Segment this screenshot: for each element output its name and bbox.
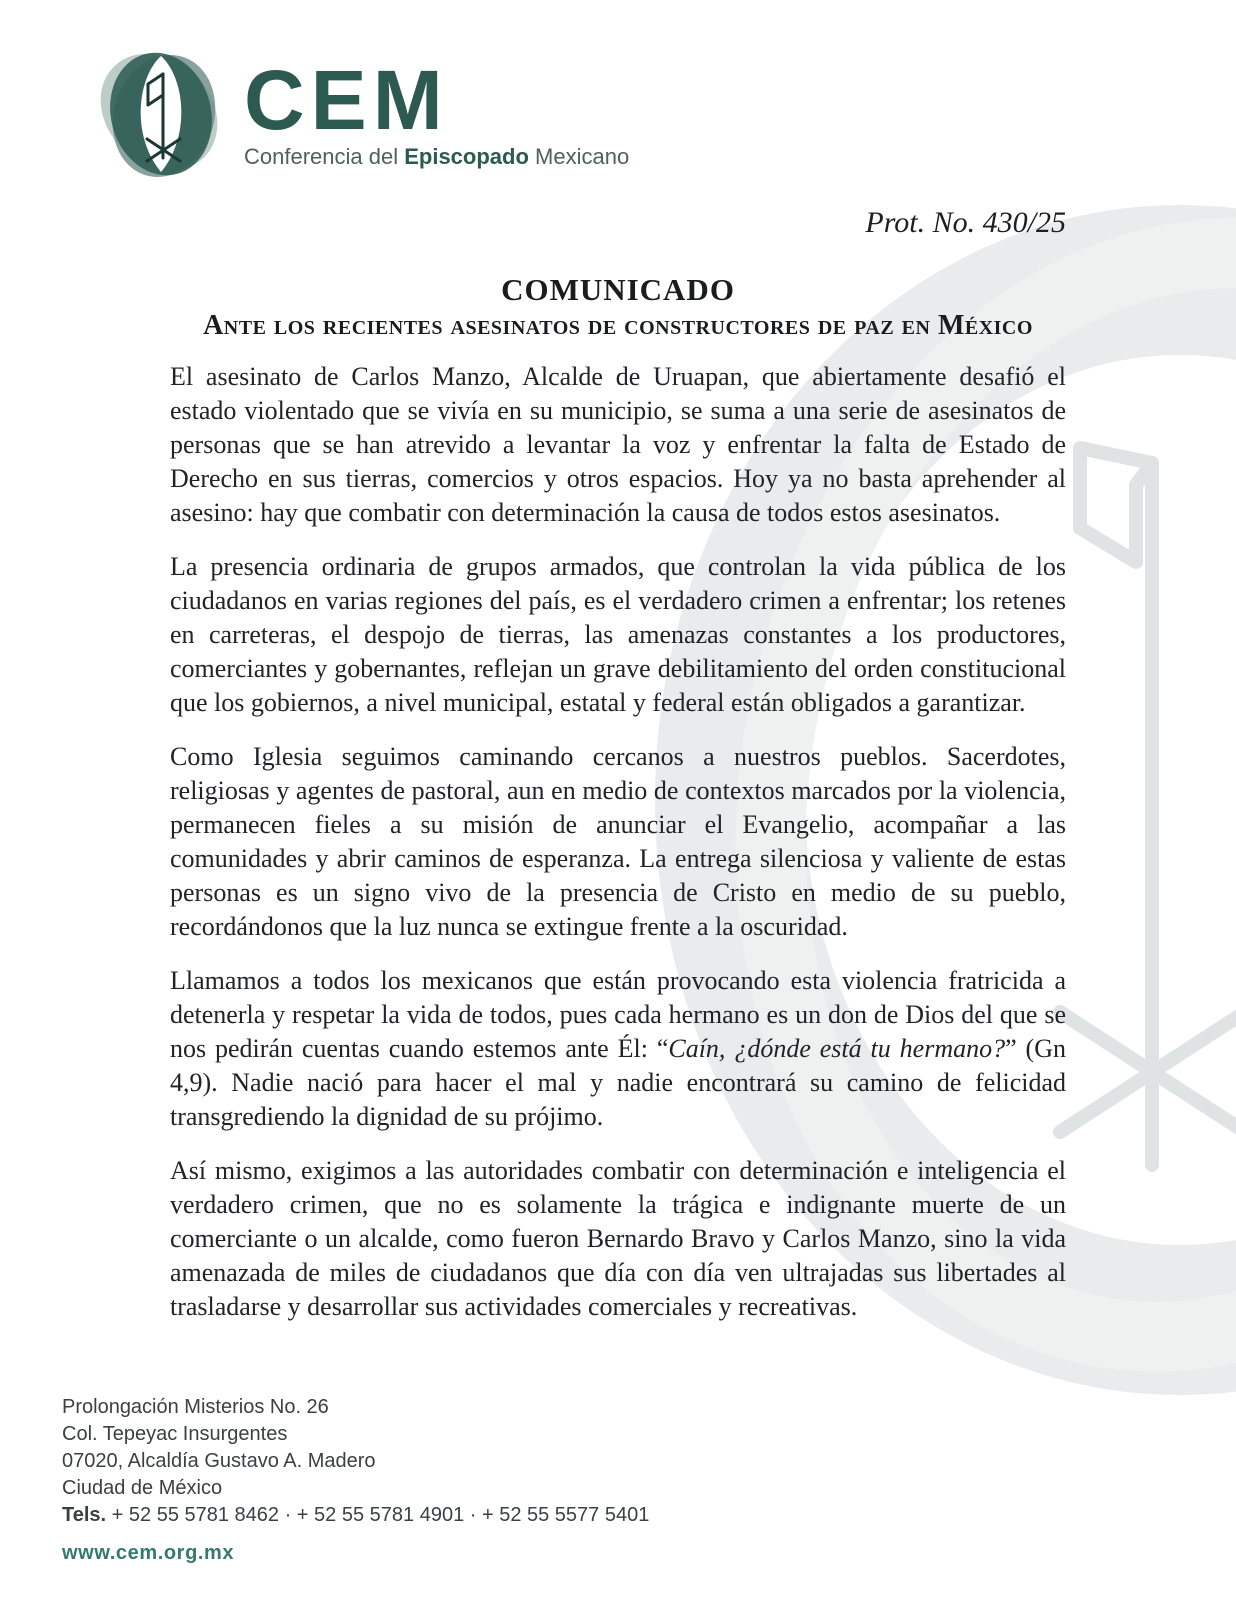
document-body [170, 360, 1066, 1344]
scripture-quote: Caín, ¿dónde está tu hermano? [668, 1034, 1006, 1063]
tagline-prefix: Conferencia del [244, 144, 405, 169]
body-paragraph-4 [170, 964, 1066, 1134]
logo-text [244, 53, 630, 170]
tagline-suffix: Mexicano [528, 144, 630, 169]
address-line-4: Ciudad de México [62, 1477, 223, 1499]
body-paragraph-3: Como Iglesia seguimos caminando cercanos a nuestros pueblos. Sacerdotes, religiosas y agentes de pastoral, aun en medio de contextos marcados por la violencia, permanecen fieles a su misión de anunciar el Evangelio, acompañar a las comunidades y abrir caminos de esperanza. La entrega silenciosa y valiente de estas personas es un signo vivo de la presencia de Cristo en medio de su pueblo, recordándonos que la luz nunca se extingue frente a la oscuridad. [170, 742, 1066, 941]
address-line-1: Prolongación Misterios No. 26 [62, 1396, 329, 1418]
cem-mark-icon [100, 44, 222, 184]
paragraph-4-after: ” (Gn 4,9). Nadie nació para hacer el mal y nadie encontrará su camino de felicidad transgrediendo la dignidad de su prójimo. [170, 1034, 1066, 1131]
paragraph-4-before: Llamamos a todos los mexicanos que están provocando esta violencia fratricida a detenerla y respetar la vida de todos, pues cada hermano es un don de Dios del que se nos pedirán cuentas cuando estemos ante Él: “ [170, 966, 1066, 1063]
footer [62, 1394, 649, 1567]
website-link[interactable]: www.cem.org.mx [62, 1542, 235, 1564]
body-paragraph-5: Así mismo, exigimos a las autoridades combatir con determinación e inteligencia el verdadero crimen, que no es solamente la trágica e indignante muerte de un comerciante o un alcalde, como fueron Bernardo Bravo y Carlos Manzo, sino la vida amenazada de miles de ciudadanos que día con día ven ultrajadas sus libertades al trasladarse y desarrollar sus actividades comerciales y recreativas. [170, 1156, 1066, 1321]
footer-phones [62, 1502, 649, 1529]
document-subtitle: Ante los recientes asesinatos de constructores de paz en México [203, 310, 1033, 341]
logo-tagline [244, 144, 629, 170]
tagline-bold: Episcopado [404, 144, 529, 169]
body-paragraph-1: El asesinato de Carlos Manzo, Alcalde de Uruapan, que abiertamente desafió el estado violentado que se vivía en su municipio, se suma a una serie de asesinatos de personas que se han atrevido a levantar la voz y enfrentar la falta de Estado de Derecho en sus tierras, comercios y otros espacios. Hoy ya no basta aprehender al asesino: hay que combatir con determinación la causa de todos estos asesinatos. [170, 362, 1066, 527]
cem-logo [100, 44, 629, 184]
logo-acronym: CEM [244, 53, 449, 147]
title-block [140, 272, 1096, 342]
tels-label: Tels. [62, 1504, 107, 1526]
protocol-number: Prot. No. 430/25 [865, 206, 1066, 239]
tels-numbers: + 52 55 5781 8462 · + 52 55 5781 4901 · + 52 55 5577 5401 [106, 1504, 650, 1526]
body-paragraph-2: La presencia ordinaria de grupos armados, que controlan la vida pública de los ciudadanos en varias regiones del país, es el verdadero crimen a enfrentar; los retenes en carreteras, el despojo de tierras, las amenazas constantes a los productores, comerciantes y gobernantes, reflejan un grave debilitamiento del orden constitucional que los gobiernos, a nivel municipal, estatal y federal están obligados a garantizar. [170, 552, 1066, 717]
address-line-2: Col. Tepeyac Insurgentes [62, 1423, 288, 1445]
address-line-3: 07020, Alcaldía Gustavo A. Madero [62, 1450, 376, 1472]
document-title: COMUNICADO [501, 272, 735, 307]
